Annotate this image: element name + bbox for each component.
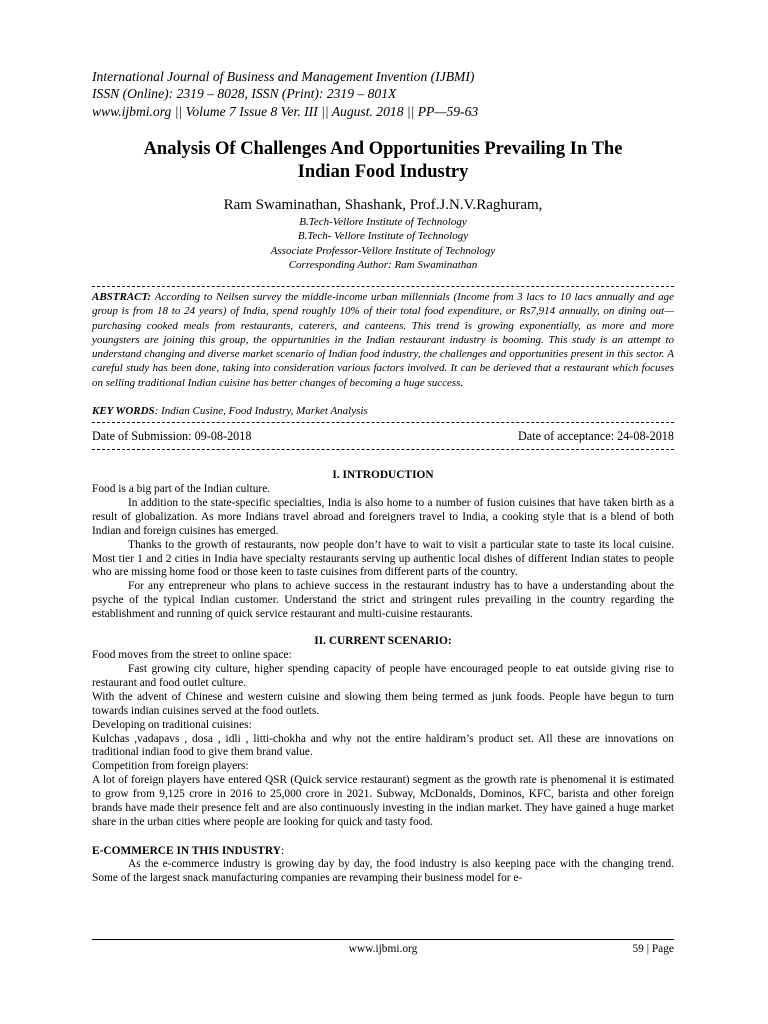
paragraph: Fast growing city culture, higher spending capacity of people have encouraged people to eat outside giving rise to restaurant and food outlet culture. — [92, 662, 674, 689]
paragraph: In addition to the state-specific specialties, India is also home to a number of fusion cuisines that have taken birth as a result of globalization. As more Indians travel abroad and foreigners travel to India, a cooking style that is a blend of both Indian and foreign cuisines has emerged. — [92, 496, 674, 537]
divider — [92, 449, 674, 450]
paragraph: Food moves from the street to online space: — [92, 649, 292, 662]
section-heading-ecommerce — [92, 844, 674, 858]
affiliations — [92, 215, 674, 272]
submission-date: Date of Submission: 09-08-2018 — [92, 429, 252, 443]
footer-website: www.ijbmi.org — [348, 943, 418, 955]
section-heading-introduction: I. INTRODUCTION — [332, 469, 434, 481]
spacer — [92, 622, 674, 634]
paragraph: A lot of foreign players have entered QSR (Quick service restaurant) segment as the growth rate is phenomenal it is estimated to grow from 9,125 crore in 2016 to 25,000 crore in 2021. Subway, McDonalds, Dominos, KFC, barista and other foreign brands have made their presence felt and are also continuously investing in the indian market. They have gained a huge market share in the urban cities where people are looking for quick and tasty food. — [92, 774, 674, 828]
paragraph: Thanks to the growth of restaurants, now people don’t have to wait to visit a particular state to taste its local cuisine. Most tier 1 and 2 cities in India have specialty restaurants serving up authentic local dishes of different Indian states to people who are missing home food or those keen to taste cuisines from different parts of the country. — [92, 538, 674, 579]
abstract-text: According to Neilsen survey the middle-income urban millennials (Income from 3 lacs to 10 lacs annually and age group is from 18 to 24 years) of India, spend roughly 10% of their total food expenditure, or Rs7,914 annually, on dining out—purchasing cooked meals from restaurants, caterers, and canteens. This trend is growing exponentially, as more and more youngsters are joining this group, the oppurtunities in the Indian restaurant industry is booming. This study is an attempt to understand changing and diverse market scenario of Indian food industry, the challenges and opportunities present in this sector. A careful study has been done, taking into consideration various factors involved. It can be derieved that a restaurant which focuses on selling traditional Indian cuisine has better changes of becoming a huge success. — [92, 291, 674, 389]
affiliation: B.Tech-Vellore Institute of Technology — [299, 216, 467, 228]
affiliation: B.Tech- Vellore Institute of Technology — [297, 230, 469, 243]
section-heading-ecommerce-text: E-COMMERCE IN THIS INDUSTRY — [92, 844, 281, 857]
keywords — [92, 404, 674, 418]
paragraph: For any entrepreneur who plans to achieve success in the restaurant industry has to have a understanding about the psyche of the typical Indian customer. Understand the strict and stringent rules prevailing in the country regarding the establishment and running of quick service restaurant and multi-cuisine restaurants. — [92, 580, 674, 621]
journal-header — [92, 68, 674, 120]
divider — [92, 422, 674, 423]
paper-title-line-2: Indian Food Industry — [297, 161, 469, 182]
paragraph: Competition from foreign players: — [92, 760, 249, 773]
page-number: 59 | Page — [632, 943, 674, 955]
section-heading-colon: : — [280, 844, 285, 857]
dates-row — [92, 429, 674, 444]
paragraph: Developing on traditional cuisines: — [92, 718, 252, 731]
keywords-text: : Indian Cusine, Food Industry, Market Analysis — [154, 405, 368, 417]
section-heading-current-scenario: II. CURRENT SCENARIO: — [314, 635, 452, 648]
paragraph: With the advent of Chinese and western cuisine and slowing them being termed as junk foods. People have begun to turn towards indian cuisines served at the food outlets. — [92, 690, 674, 717]
paper-title-line-1: Analysis Of Challenges And Opportunities Prevailing In The — [143, 139, 623, 159]
paper-body — [92, 468, 674, 886]
divider — [92, 286, 674, 287]
paragraph: Food is a big part of the Indian culture. — [92, 483, 271, 495]
keywords-label: KEY WORDS — [92, 405, 155, 417]
journal-issue: www.ijbmi.org || Volume 7 Issue 8 Ver. III || August. 2018 || PP—59-63 — [92, 103, 479, 119]
spacer — [92, 830, 674, 844]
paper-title — [92, 138, 674, 183]
footer-rule — [92, 939, 674, 940]
abstract — [92, 290, 674, 390]
paragraph: Kulchas ,vadapavs , dosa , idli , litti-chokha and why not the entire haldiram’s product set. All these are innovations on traditional indian food to give them brand value. — [92, 732, 674, 759]
acceptance-date: Date of acceptance: 24-08-2018 — [518, 429, 674, 443]
author-list: Ram Swaminathan, Shashank, Prof.J.N.V.Raghuram, — [223, 197, 543, 213]
journal-issn: ISSN (Online): 2319 – 8028, ISSN (Print): 2319 – 801X — [92, 86, 397, 102]
abstract-label: ABSTRACT: — [92, 291, 152, 303]
corresponding-author: Corresponding Author: Ram Swaminathan — [288, 258, 478, 271]
journal-name: International Journal of Business and Management Invention (IJBMI) — [92, 69, 475, 84]
affiliation: Associate Professor-Vellore Institute of Technology — [270, 244, 496, 257]
paragraph: As the e-commerce industry is growing day by day, the food industry is also keeping pace with the changing trend. Some of the largest snack manufacturing companies are revamping their business model for e- — [92, 857, 674, 884]
